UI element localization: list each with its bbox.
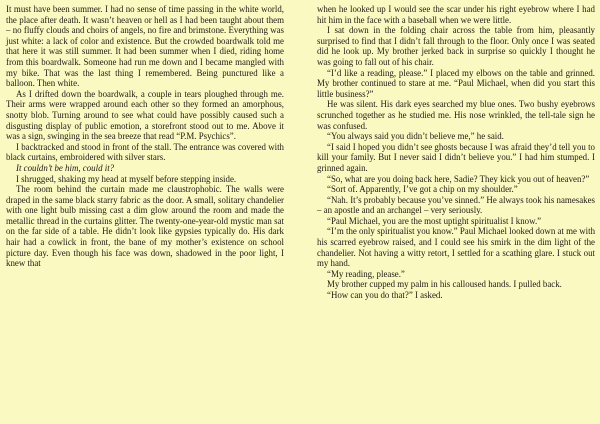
paragraph: “Sort of. Apparently, I’ve got a chip on my shoulder.” xyxy=(327,184,518,195)
paragraph: “My reading, please.” xyxy=(327,268,405,279)
paragraph: I sat down in the folding chair across the table from him, pleasantly surprised to find that I didn’t fall through to the floor. Only once I was seated did he look up. My brother jerked back in surprise so quickly I thought he was going to fall out of his chair. xyxy=(317,25,595,67)
paragraph: I shrugged, shaking my head at myself before stepping inside. xyxy=(16,173,237,184)
paragraph: “I said I hoped you didn’t see ghosts because I was afraid they’d tell you to kill your family. But I never said I didn’t believe you.” I had him stumped. I grinned again. xyxy=(317,141,595,173)
paragraph-italic-thought: It couldn’t be him, could it? xyxy=(16,162,115,173)
left-page-column xyxy=(6,4,284,269)
paragraph: “Paul Michael, you are the most uptight spiritualist I know.” xyxy=(327,215,542,226)
paragraph: I backtracked and stood in front of the stall. The entrance was covered with black curtains, embroidered with silver stars. xyxy=(6,141,284,163)
paragraph: when he looked up I would see the scar under his right eyebrow where I had hit him in the face with a baseball when we were little. xyxy=(317,4,595,25)
paragraph: “How can you do that?” I asked. xyxy=(327,290,443,301)
paragraph: “I’d like a reading, please.” I placed my elbows on the table and grinned. My brother continued to stare at me. “Paul Michael, when did you start this little business?” xyxy=(317,67,595,99)
paragraph: He was silent. His dark eyes searched my blue ones. Two bushy eyebrows scrunched together as he studied me. His nose wrinkled, the tell-tale sign he was confused. xyxy=(317,99,595,131)
paragraph: The room behind the curtain made me claustrophobic. The walls were draped in the same black starry fabric as the door. A small, solitary chandelier with one light bulb missing cast a dim glow around the room and made the metallic thread in the curtains glitter. The twenty-one-year-old mystic man sat on the far side of a table. He didn’t look like gypsies typically do. His dark hair had a cowlick in front, the bane of my mother’s existence on school picture day. Even though his face was down, shadowed in the poor light, I knew that xyxy=(6,184,284,269)
paragraph: “Nah. It’s probably because you’ve sinned.” He always took his namesakes – an apostle and an archangel – very seriously. xyxy=(317,194,595,216)
paragraph: As I drifted down the boardwalk, a couple in tears ploughed through me. Their arms were wrapped around each other so they formed an amorphous, snotty blob. Turning around to see what could have possibly caused such a disgusting display of public emotion, a storefront stood out to me. Above it was a sign, swinging in the sea breeze that read “P.M. Psychics”. xyxy=(6,88,284,142)
right-page-column xyxy=(317,4,595,301)
paragraph: “I’m the only spiritualist you know.” Paul Michael looked down at me with his scarred eyebrow raised, and I could see his smirk in the dim light of the chandelier. Not having a witty retort, I settled for a scathing glare. I stuck out my hand. xyxy=(317,226,595,269)
paragraph: “You always said you didn’t believe me,” he said. xyxy=(327,131,504,142)
paragraph: It must have been summer. I had no sense of time passing in the white world, the place after death. It wasn’t heaven or hell as I had been taught about them – no fluffy clouds and choirs of angels, no fire and brimstone. Everything was just white: a lack of color and existence. But the crowded boardwalk told me that here it was still summer. It had been summer when I died, riding home from this boardwalk. Someone had run me down and I became mangled with my bike. That was the last thing I remembered. Being punctured like a balloon. Then white. xyxy=(6,4,284,89)
paragraph: “So, what are you doing back here, Sadie? They kick you out of heaven?” xyxy=(327,173,590,184)
paragraph: My brother cupped my palm in his calloused hands. I pulled back. xyxy=(327,279,562,290)
